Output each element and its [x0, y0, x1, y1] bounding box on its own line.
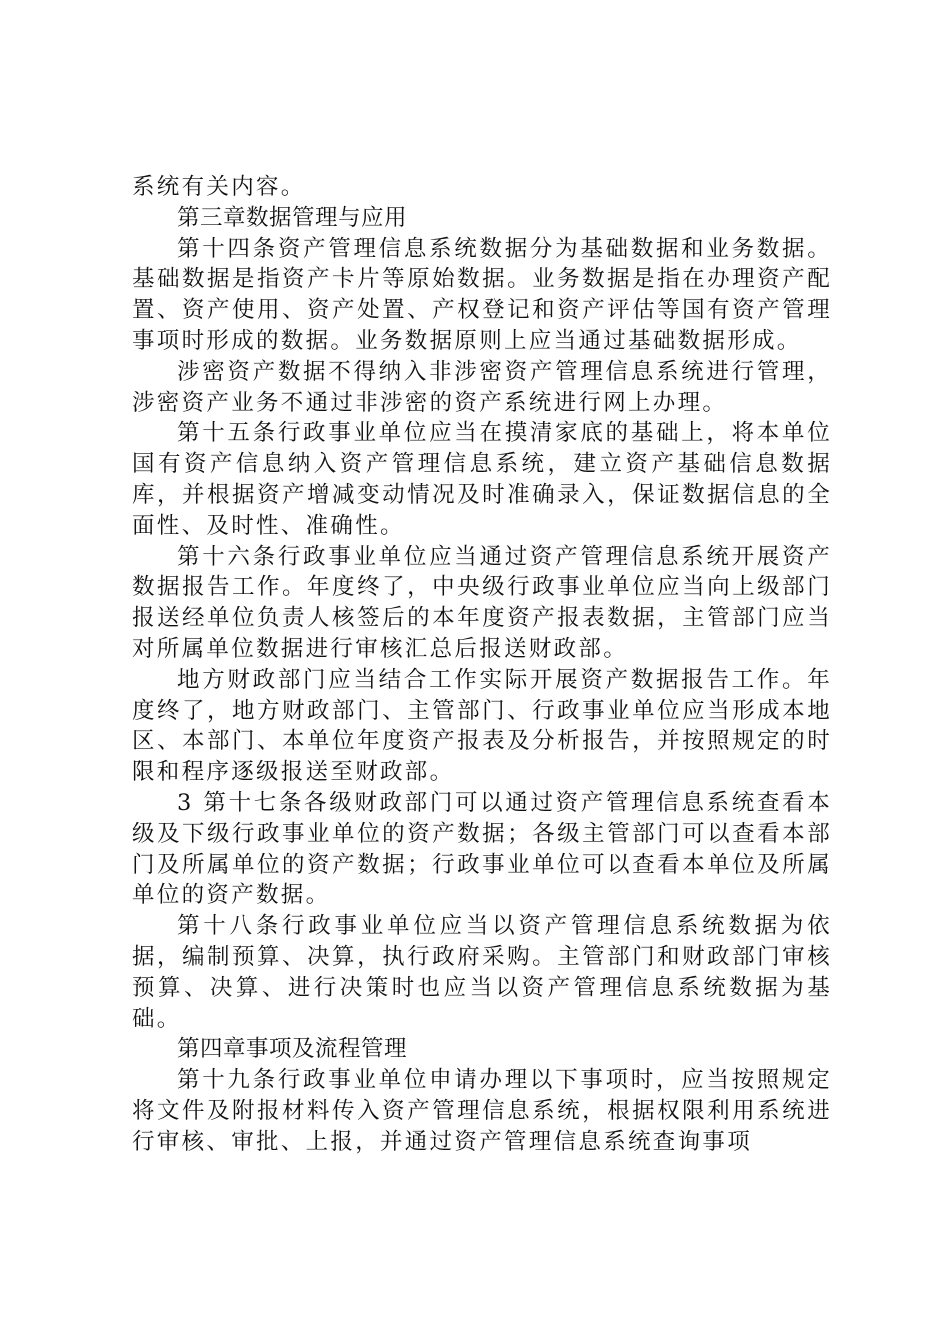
article-19-paragraph: 第十九条行政事业单位申请办理以下事项时，应当按照规定将文件及附报材料传入资产管理信息系统，根据权限利用系统进行审核、审批、上报，并通过资产管理信息系统查询事项 [132, 1067, 832, 1155]
paragraph-continuation: 系统有关内容。 [132, 174, 306, 200]
document-page [132, 172, 832, 1158]
article-15-paragraph: 第十五条行政事业单位应当在摸清家底的基础上，将本单位国有资产信息纳入资产管理信息系统，建立资产基础信息数据库，并根据资产增减变动情况及时准确录入，保证数据信息的全面性、及时性、准确性。 [132, 420, 832, 539]
local-finance-paragraph: 地方财政部门应当结合工作实际开展资产数据报告工作。年度终了，地方财政部门、主管部门、行政事业单位应当形成本地区、本部门、本单位年度资产报表及分析报告，并按照规定的时限和程序逐级报送至财政部。 [132, 666, 832, 786]
article-17-paragraph: 3 第十七条各级财政部门可以通过资产管理信息系统查看本级及下级行政事业单位的资产数据；各级主管部门可以查看本部门及所属单位的资产数据；行政事业单位可以查看本单位及所属单位的资产数据。 [132, 789, 832, 909]
chapter-heading-4: 第四章事项及流程管理 [177, 1036, 408, 1063]
chapter-heading-3: 第三章数据管理与应用 [177, 204, 408, 231]
article-18-paragraph: 第十八条行政事业单位应当以资产管理信息系统数据为依据，编制预算、决算，执行政府采购。主管部门和财政部门审核预算、决算、进行决策时也应当以资产管理信息系统数据为基础。 [132, 913, 832, 1032]
article-14-paragraph: 第十四条资产管理信息系统数据分为基础数据和业务数据。基础数据是指资产卡片等原始数据。业务数据是指在办理资产配置、资产使用、资产处置、产权登记和资产评估等国有资产管理事项时形成的数据。业务数据原则上应当通过基础数据形成。 [132, 235, 832, 354]
classified-assets-paragraph: 涉密资产数据不得纳入非涉密资产管理信息系统进行管理，涉密资产业务不通过非涉密的资产系统进行网上办理。 [132, 358, 832, 416]
article-16-paragraph: 第十六条行政事业单位应当通过资产管理信息系统开展资产数据报告工作。年度终了，中央级行政事业单位应当向上级部门报送经单位负责人核签后的本年度资产报表数据，主管部门应当对所属单位数据进行审核汇总后报送财政部。 [132, 543, 832, 662]
